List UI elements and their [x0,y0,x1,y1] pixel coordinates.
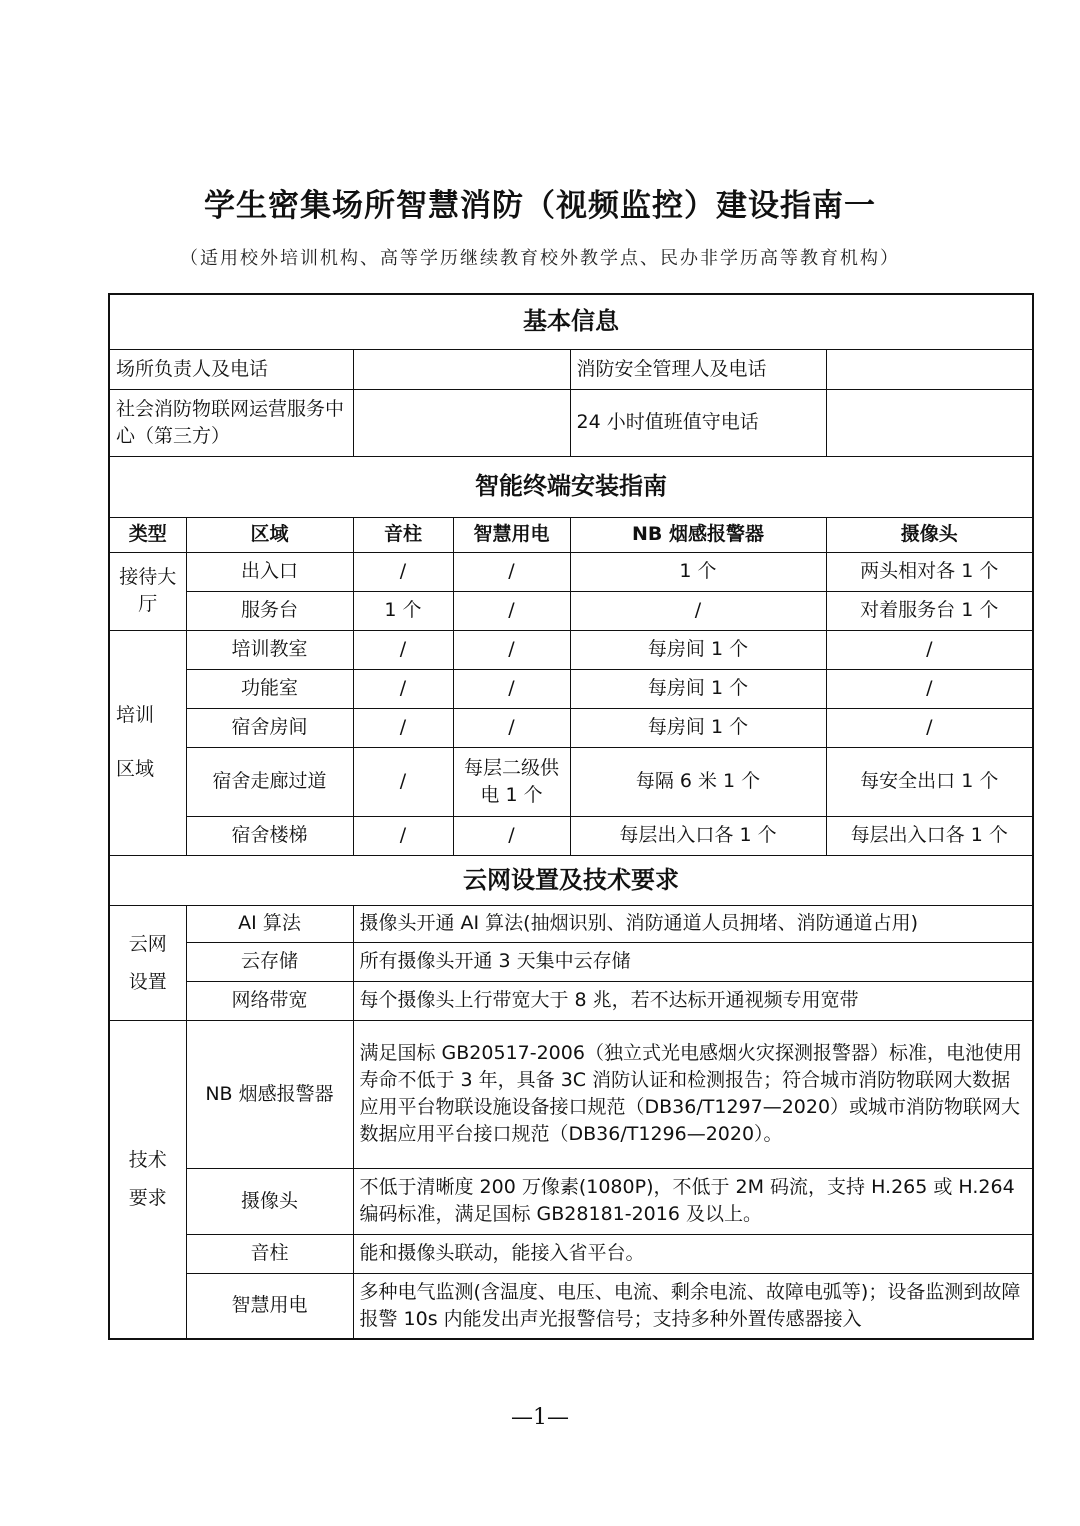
section-header-row [109,456,1033,517]
column-header-row [109,517,1033,552]
item-cell: 网络带宽 [186,981,353,1020]
table-row [109,669,1033,708]
value-cell: 两头相对各 1 个 [826,552,1033,591]
field-label: 24 小时值班值守电话 [570,389,826,456]
area-cell: 服务台 [186,591,353,630]
field-value[interactable] [353,389,570,456]
column-header: NB 烟感报警器 [570,517,826,552]
item-cell: 云存储 [186,942,353,981]
value-cell: 1 个 [353,591,453,630]
table-row [109,591,1033,630]
value-cell: / [453,591,570,630]
value-cell: / [453,669,570,708]
value-cell: / [453,630,570,669]
item-cell: 音柱 [186,1234,353,1273]
section-heading-terminal-guide: 智能终端安装指南 [109,456,1033,517]
value-cell: 每层出入口各 1 个 [570,816,826,855]
value-cell: / [353,669,453,708]
value-cell: 每层二级供电 1 个 [453,747,570,816]
page-number: —1— [511,1405,569,1430]
table-row [109,630,1033,669]
value-cell: 对着服务台 1 个 [826,591,1033,630]
field-value[interactable] [353,349,570,389]
value-cell: 每房间 1 个 [570,708,826,747]
type-cell: 云网 设置 [109,905,186,1020]
document-subtitle: （适用校外培训机构、高等学历继续教育校外教学点、民办非学历高等教育机构） [180,248,900,269]
value-cell: / [826,708,1033,747]
table-row [109,349,1033,389]
column-header: 音柱 [353,517,453,552]
value-cell: 每房间 1 个 [570,630,826,669]
section-heading-basic-info: 基本信息 [109,294,1033,349]
value-cell: / [353,552,453,591]
area-cell: 宿舍楼梯 [186,816,353,855]
area-cell: 出入口 [186,552,353,591]
requirement-cell: 多种电气监测(含温度、电压、电流、剩余电流、故障电弧等)；设备监测到故障报警 10s 内能发出声光报警信号；支持多种外置传感器接入 [353,1273,1033,1339]
requirement-cell: 所有摄像头开通 3 天集中云存储 [353,942,1033,981]
value-cell: 1 个 [570,552,826,591]
type-cell: 接待大厅 [109,552,186,630]
table-row [109,708,1033,747]
column-header: 智慧用电 [453,517,570,552]
requirement-cell: 每个摄像头上行带宽大于 8 兆，若不达标开通视频专用宽带 [353,981,1033,1020]
table-row [109,747,1033,816]
requirement-cell: 满足国标 GB20517-2006（独立式光电感烟火灾探测报警器）标准，电池使用寿命不低于 3 年，具备 3C 消防认证和检测报告；符合城市消防物联网大数据应用平台物联设施设备接口规范（DB36/T1297—2020）或城市消防物联网大数据应用平台接口规范（DB36/T1296—2020）。 [353,1020,1033,1168]
item-cell: NB 烟感报警器 [186,1020,353,1168]
table-row [109,1234,1033,1273]
area-cell: 功能室 [186,669,353,708]
value-cell: / [570,591,826,630]
value-cell: 每层出入口各 1 个 [826,816,1033,855]
field-value[interactable] [826,389,1033,456]
value-cell: / [353,747,453,816]
guide-table [108,293,1034,1340]
value-cell: / [353,630,453,669]
value-cell: 每安全出口 1 个 [826,747,1033,816]
item-cell: 摄像头 [186,1168,353,1234]
section-header-row [109,855,1033,905]
field-label: 消防安全管理人及电话 [570,349,826,389]
area-cell: 宿舍房间 [186,708,353,747]
requirement-cell: 摄像头开通 AI 算法(抽烟识别、消防通道人员拥堵、消防通道占用) [353,905,1033,942]
table-row [109,905,1033,942]
requirement-cell: 不低于清晰度 200 万像素(1080P)，不低于 2M 码流，支持 H.265 或 H.264 编码标准，满足国标 GB28181-2016 及以上。 [353,1168,1033,1234]
type-cell: 培训 区域 [109,630,186,855]
value-cell: / [453,552,570,591]
value-cell: / [353,816,453,855]
value-cell: / [453,708,570,747]
field-label: 场所负责人及电话 [109,349,353,389]
column-header: 区域 [186,517,353,552]
value-cell: / [826,630,1033,669]
requirement-cell: 能和摄像头联动，能接入省平台。 [353,1234,1033,1273]
section-header-row [109,294,1033,349]
item-cell: AI 算法 [186,905,353,942]
table-row [109,1168,1033,1234]
value-cell: / [453,816,570,855]
field-value[interactable] [826,349,1033,389]
table-row [109,389,1033,456]
table-row [109,1020,1033,1168]
value-cell: 每房间 1 个 [570,669,826,708]
value-cell: / [826,669,1033,708]
section-heading-cloud-tech: 云网设置及技术要求 [109,855,1033,905]
field-label: 社会消防物联网运营服务中心（第三方） [109,389,353,456]
type-cell: 技术 要求 [109,1020,186,1339]
area-cell: 宿舍走廊过道 [186,747,353,816]
value-cell: / [353,708,453,747]
table-row [109,816,1033,855]
value-cell: 每隔 6 米 1 个 [570,747,826,816]
table-row [109,981,1033,1020]
table-row [109,1273,1033,1339]
item-cell: 智慧用电 [186,1273,353,1339]
area-cell: 培训教室 [186,630,353,669]
document-title: 学生密集场所智慧消防（视频监控）建设指南一 [204,188,876,224]
column-header: 类型 [109,517,186,552]
column-header: 摄像头 [826,517,1033,552]
table-row [109,942,1033,981]
table-row [109,552,1033,591]
